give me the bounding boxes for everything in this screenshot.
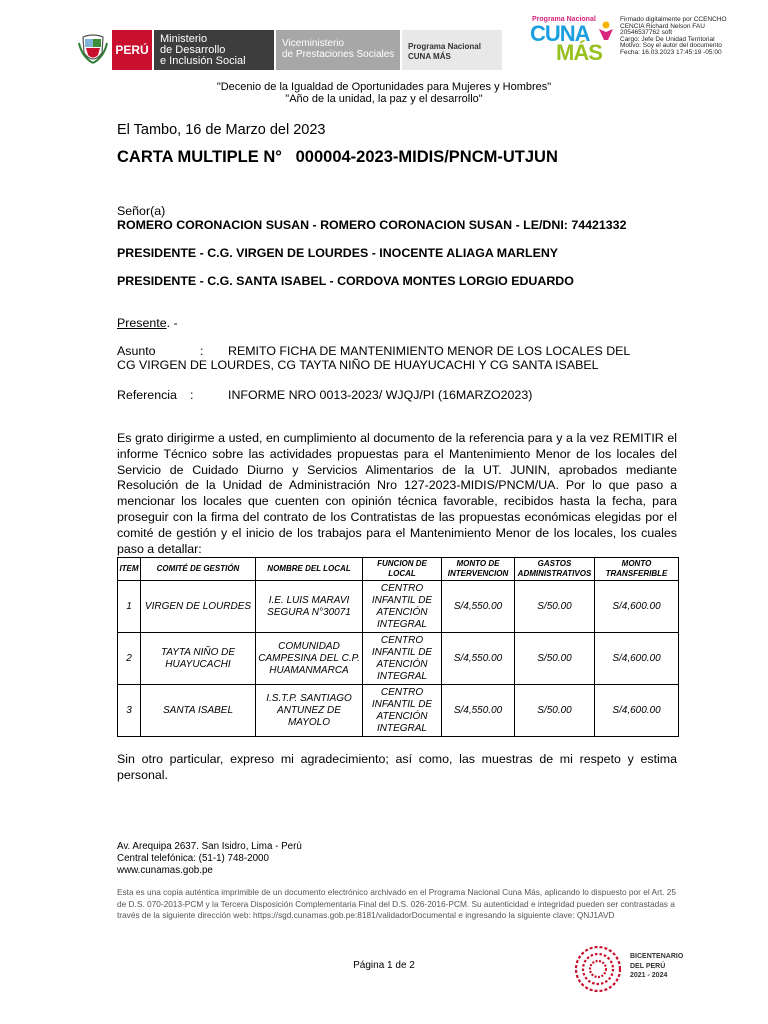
anio-line: "Año de la unidad, la paz y el desarrollo": [285, 93, 483, 105]
table-row: [118, 581, 679, 633]
footer-phone: Central telefónica: (51-1) 748-2000: [117, 853, 269, 864]
table-row: [118, 685, 679, 737]
bicentenario-emblem-icon: [572, 944, 624, 994]
table-cell: S/4,600.00: [595, 581, 679, 633]
authenticity-note: Esta es una copia auténtica imprimible de un documento electrónico archivado en el Programa Nacional Cuna Más, aplicando lo dispuesto por el Art. 25 de D.S. 070-2013-PCM y la Tercera Disposición Complementaria Final del D.S. 026-2016-PCM. Su autenticidad e integridad pueden ser contrastadas a través de la siguiente dirección web: https://sgd.cunamas.gob.pe:8181/validadorDocumental e ingresando la siguiente clave: QNJ1AVD: [117, 887, 676, 920]
asunto-line-1: REMITO FICHA DE MANTENIMIENTO MENOR DE LOS LOCALES DEL: [228, 344, 631, 358]
table-cell: S/4,600.00: [595, 685, 679, 737]
maintenance-table: [117, 557, 679, 737]
table-cell: SANTA ISABEL: [141, 685, 256, 737]
bicentenario-text: BICENTENARIO DEL PERÚ 2021 - 2024: [630, 953, 684, 979]
closing-paragraph: Sin otro particular, expreso mi agradecimiento; así como, las muestras de mi respeto y estima personal.: [117, 752, 677, 782]
presente-suffix: . -: [166, 316, 178, 330]
table-cell: 2: [118, 633, 141, 685]
table-cell: S/4,550.00: [442, 685, 515, 737]
decenio-line: "Decenio de la Igualdad de Oportunidades para Mujeres y Hombres": [216, 81, 552, 93]
table-cell: S/4,550.00: [442, 633, 515, 685]
program-label: Programa Nacional CUNA MÁS: [402, 30, 502, 70]
government-header-logo: [78, 30, 481, 70]
cuna-mas-logo: Programa Nacional CUNA MÁS: [526, 16, 618, 64]
table-cell: CENTRO INFANTIL DE ATENCIÓN INTEGRAL: [363, 581, 442, 633]
referencia-colon: :: [190, 388, 194, 402]
presente-line: [117, 316, 178, 330]
table-cell: S/50.00: [515, 633, 595, 685]
table-row: [118, 633, 679, 685]
asunto-colon: :: [200, 344, 204, 358]
table-cell: CENTRO INFANTIL DE ATENCIÓN INTEGRAL: [363, 633, 442, 685]
peru-label: PERÚ: [112, 30, 152, 70]
recipient-2: PRESIDENTE - C.G. VIRGEN DE LOURDES - INOCENTE ALIAGA MARLENY: [117, 246, 559, 260]
footer-website: www.cunamas.gob.pe: [117, 865, 213, 876]
letter-title: CARTA MULTIPLE N° 000004-2023-MIDIS/PNCM-UTJUN: [117, 148, 558, 166]
table-cell: TAYTA NIÑO DE HUAYUCACHI: [141, 633, 256, 685]
footer-address: Av. Arequipa 2637. San Isidro, Lima - Perú: [117, 841, 302, 852]
ministry-label: Ministerio de Desarrollo e Inclusión Social: [154, 30, 274, 70]
referencia-label: Referencia: [117, 388, 177, 402]
table-cell: S/4,600.00: [595, 633, 679, 685]
table-cell: CENTRO INFANTIL DE ATENCIÓN INTEGRAL: [363, 685, 442, 737]
table-header-row: [118, 558, 679, 581]
body-paragraph: Es grato dirigirme a usted, en cumplimiento al documento de la referencia para y a la vez REMITIR el informe Técnico sobre las actividades propuestas para el Mantenimiento Menor de los locales del Servicio de Cuidado Diurno y Servicios Alimentarios de la UT. JUNIN, aprobados mediante Resolución de la Unidad de Administración Nro 127-2023-MIDIS/PNCM/UA. Por lo que paso a mencionar los locales que cuenten con opinión técnica favorable, recibidos hasta la fecha, para proseguir con la firma del contrato de los Contratistas de las propuestas económicas elegidas por el comité de gestión y el inicio de los trabajos para el Mantenimiento Menor de los locales, los cuales paso a detallar:: [117, 431, 677, 556]
referencia-value: INFORME NRO 0013-2023/ WJQJ/PI (16MARZO2023): [228, 388, 533, 402]
bicentenario-logo: [572, 944, 702, 994]
asunto-line-2: CG VIRGEN DE LOURDES, CG TAYTA NIÑO DE HUAYUCACHI Y CG SANTA ISABEL: [117, 358, 599, 372]
table-cell: COMUNIDAD CAMPESINA DEL C.P. HUAMANMARCA: [256, 633, 363, 685]
table-cell: I.S.T.P. SANTIAGO ANTUNEZ DE MAYOLO: [256, 685, 363, 737]
table-cell: S/50.00: [515, 581, 595, 633]
col-header-funcion: FUNCION DE LOCAL: [363, 558, 442, 581]
place-date: El Tambo, 16 de Marzo del 2023: [117, 122, 326, 138]
col-header-item: ITEM: [118, 558, 141, 581]
col-header-monto-transferible: MONTO TRANSFERIBLE: [595, 558, 679, 581]
table-cell: S/4,550.00: [442, 581, 515, 633]
col-header-local: NOMBRE DEL LOCAL: [256, 558, 363, 581]
table-cell: 1: [118, 581, 141, 633]
table-cell: 3: [118, 685, 141, 737]
recipient-3: PRESIDENTE - C.G. SANTA ISABEL - CORDOVA MONTES LORGIO EDUARDO: [117, 274, 574, 288]
presente-word: Presente: [117, 316, 167, 330]
coat-of-arms-icon: [78, 33, 108, 66]
table-cell: VIRGEN DE LOURDES: [141, 581, 256, 633]
table-cell: S/50.00: [515, 685, 595, 737]
table-cell: I.E. LUIS MARAVI SEGURA N°30071: [256, 581, 363, 633]
asunto-label: Asunto: [117, 344, 156, 358]
page-number: Página 1 de 2: [353, 960, 415, 971]
digital-signature-stamp: Firmado digitalmente por CCENCHO CENCIA Richard Nelson FAU 20546537762 soft Cargo: Jefe De Unidad Territorial Motivo: Soy el autor del documento Fecha: 16.03.2023 17:45:19 -05:00: [620, 16, 727, 56]
recipient-1: ROMERO CORONACION SUSAN - ROMERO CORONACION SUSAN - LE/DNI: 74421332: [117, 218, 627, 232]
viceministry-label: Viceministerio de Prestaciones Sociales: [276, 30, 400, 70]
col-header-comite: COMITÉ DE GESTIÓN: [141, 558, 256, 581]
footer-address-block: [117, 841, 302, 877]
col-header-monto-intervencion: MONTO DE INTERVENCION: [442, 558, 515, 581]
col-header-gastos: GASTOS ADMINISTRATIVOS: [515, 558, 595, 581]
salutation: Señor(a): [117, 204, 166, 218]
child-figure-icon: [596, 20, 616, 40]
